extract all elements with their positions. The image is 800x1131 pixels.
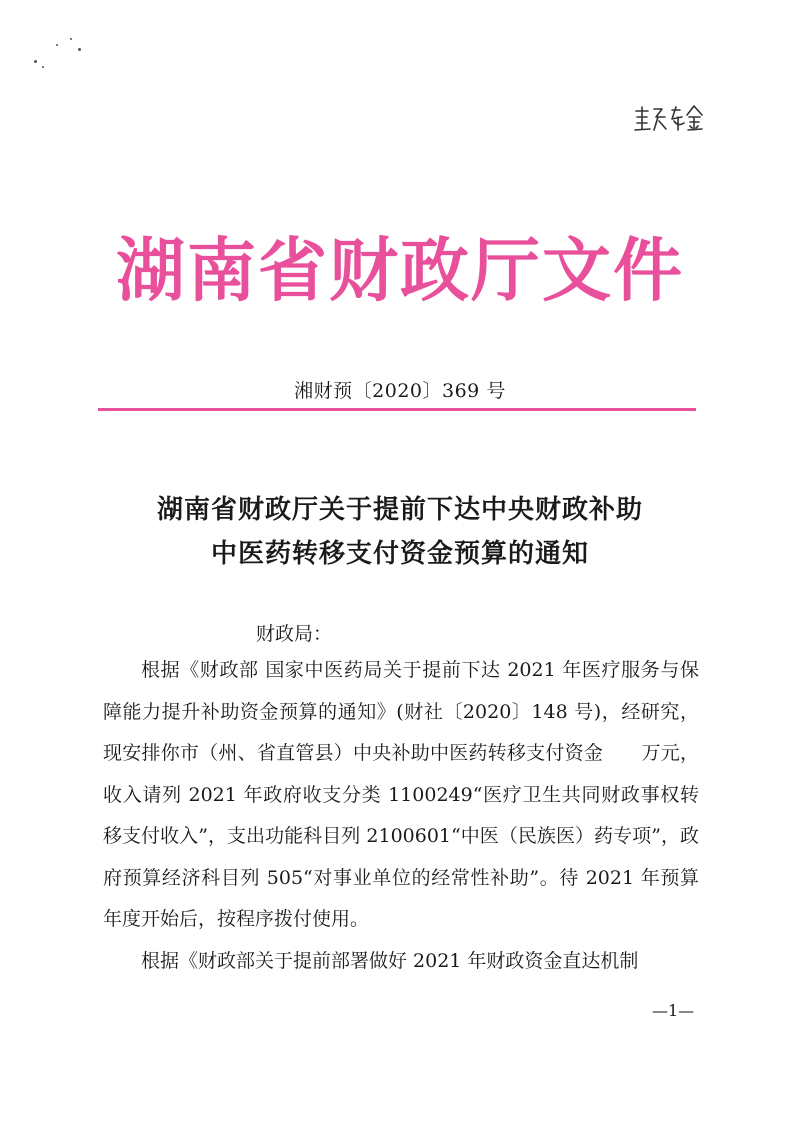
title-line-2: 中医药转移支付资金预算的通知	[210, 539, 589, 569]
document-masthead: 湖南省财政厅文件	[116, 231, 684, 311]
title-line-1: 湖南省财政厅关于提前下达中央财政补助	[156, 495, 643, 525]
paragraph-1: 根据《财政部 国家中医药局关于提前下达 2021 年医疗服务与保障能力提升补助资金预算的通知》(财社〔2020〕148 号)，经研究，现安排你市（州、省直管县）中央补助中医药转移支付资金 万元，收入请列 2021 年政府收支分类 1100249“医疗卫生共同财政事权转移支付收入”，支出功能科目列 2100601“中医（民族医）药专项”，政府预算经济科目列 505“对事业单位的经常性补助”。待 2021 年预算年度开始后，按程序拨付使用。	[103, 659, 699, 930]
document-number: 湘财预〔2020〕369 号	[294, 380, 506, 402]
scan-speck	[56, 44, 58, 46]
scan-speck	[78, 48, 81, 51]
scan-speck	[70, 38, 72, 40]
red-divider-line	[98, 408, 696, 411]
body-text	[103, 650, 699, 982]
handwritten-note-signature	[632, 103, 710, 135]
page-number: —1—	[652, 1001, 695, 1020]
salutation: 财政局：	[256, 623, 333, 645]
scan-speck	[42, 66, 44, 68]
document-title	[0, 488, 800, 576]
paragraph-2: 根据《财政部关于提前部署做好 2021 年财政资金直达机制	[141, 949, 639, 972]
scan-speck	[34, 60, 37, 63]
